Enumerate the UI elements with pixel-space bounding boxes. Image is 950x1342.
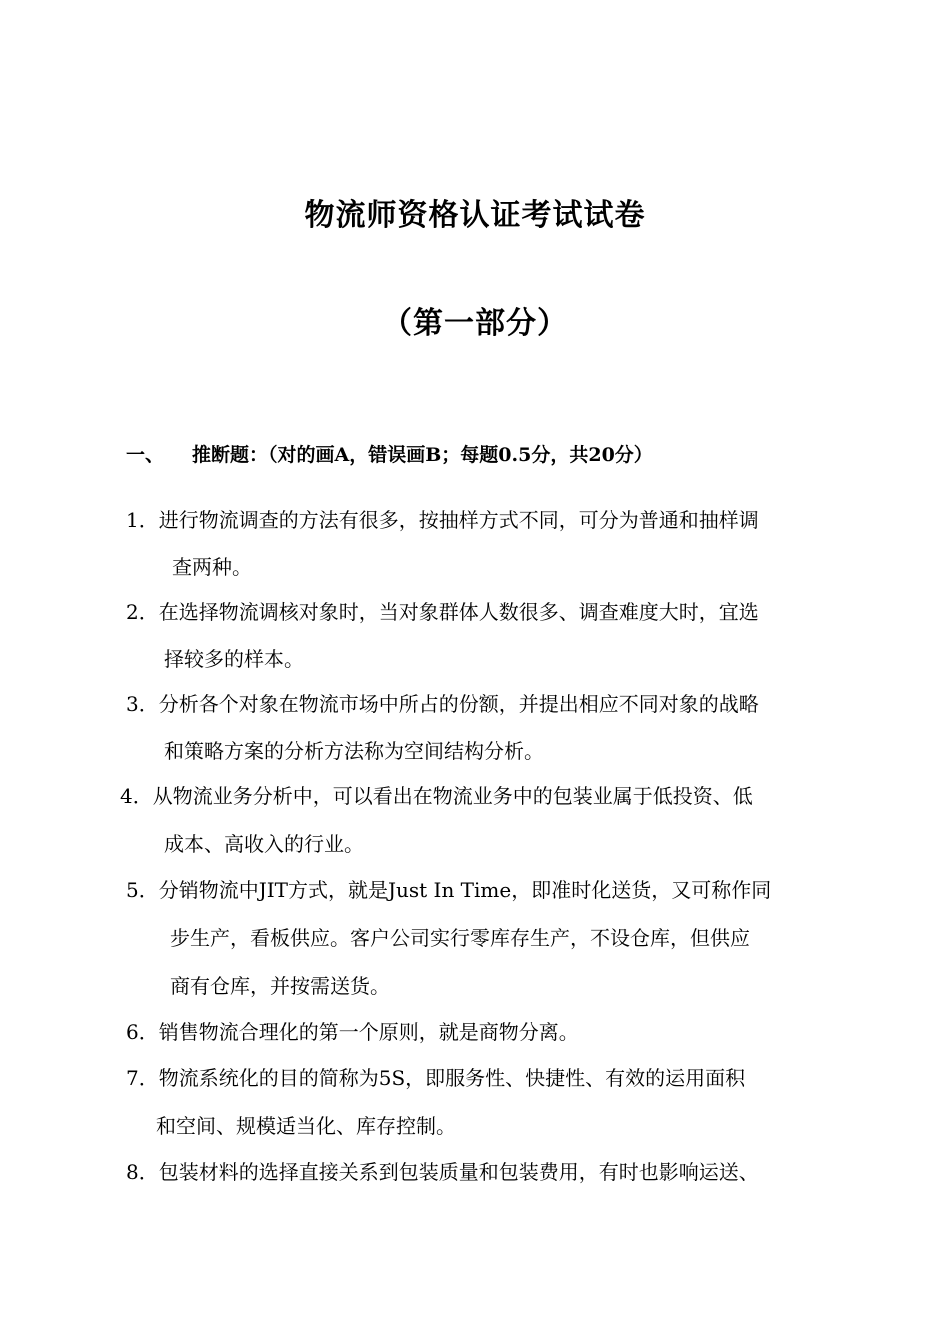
question-number: 4． — [120, 784, 153, 808]
question-1-line-2: 查两种。 — [172, 555, 252, 579]
question-text: 物流系统化的目的简称为5S，即服务性、快捷性、有效的运用面积 — [158, 1066, 746, 1090]
section-heading — [126, 440, 653, 467]
question-text: 分销物流中JIT方式，就是Just In Time，即准时化送货，又可称作同 — [158, 878, 772, 902]
question-number: 1． — [126, 508, 159, 532]
question-5-line-3: 商有仓库，并按需送货。 — [170, 974, 390, 998]
question-7-line-2: 和空间、规模适当化、库存控制。 — [156, 1114, 456, 1138]
question-1-line-1 — [126, 506, 759, 534]
question-text: 从物流业务分析中，可以看出在物流业务中的包装业属于低投资、低 — [152, 784, 753, 808]
question-text: 销售物流合理化的第一个原则，就是商物分离。 — [158, 1020, 579, 1044]
section-instructions: 推断题：（对的画A，错误画B；每题0.5分，共20分） — [192, 444, 653, 466]
exam-title: 物流师资格认证考试试卷 — [304, 198, 646, 233]
question-number: 8． — [126, 1160, 159, 1184]
question-text: 在选择物流调核对象时，当对象群体人数很多、调查难度大时，宜选 — [158, 600, 759, 624]
question-4-line-1 — [120, 782, 753, 810]
question-number: 6． — [126, 1020, 159, 1044]
question-text: 分析各个对象在物流市场中所占的份额，并提出相应不同对象的战略 — [158, 692, 759, 716]
question-7-line-1 — [126, 1064, 745, 1092]
question-number: 7． — [126, 1066, 159, 1090]
question-5-line-2: 步生产，看板供应。客户公司实行零库存生产，不设仓库，但供应 — [170, 926, 750, 950]
question-3-line-1 — [126, 690, 759, 718]
question-2-line-1 — [126, 598, 759, 626]
question-number: 3． — [126, 692, 159, 716]
exam-subtitle: （第一部分） — [382, 306, 568, 341]
question-8-line-1 — [126, 1158, 759, 1186]
question-2-line-2: 择较多的样本。 — [164, 647, 304, 671]
question-3-line-2: 和策略方案的分析方法称为空间结构分析。 — [164, 739, 544, 763]
question-6-line-1 — [126, 1018, 579, 1046]
question-text: 包装材料的选择直接关系到包装质量和包装费用，有时也影响运送、 — [158, 1160, 759, 1184]
question-5-line-1 — [126, 876, 771, 904]
question-4-line-2: 成本、高收入的行业。 — [164, 832, 364, 856]
question-number: 5． — [126, 878, 159, 902]
question-number: 2． — [126, 600, 159, 624]
question-text: 进行物流调查的方法有很多，按抽样方式不同，可分为普通和抽样调 — [158, 508, 759, 532]
section-number: 一、 — [126, 444, 165, 466]
